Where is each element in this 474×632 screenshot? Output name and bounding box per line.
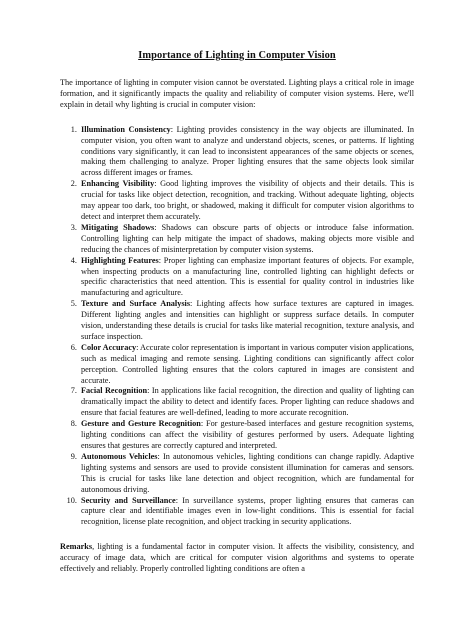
point-text: : Lighting affects how surface textures are captured in images. Different lighting angles and intensities can highlight or suppress surface details. In computer vision, understanding these details is crucial for tasks like material recognition, texture analysis, and surface inspection. — [81, 299, 414, 341]
point-text: : Good lighting improves the visibility of objects and their details. This is crucial for tasks like object detection, recognition, and tracking. Without adequate lighting, objects may appear too dark, too bright, or shadowed, making it difficult for computer vision algorithms to detect and interpret them accurately. — [81, 179, 414, 221]
remarks-paragraph — [60, 542, 414, 575]
point-text: : In autonomous vehicles, lighting conditions can change rapidly. Adaptive lighting systems and sensors are used to provide consistent illumination for cameras and sensors. This is crucial for tasks like lane detection and object recognition, which are fundamental for autonomous driving. — [81, 451, 414, 494]
point-text: : Proper lighting can emphasize important features of objects. For example, when inspecting products on a manufacturing line, controlled lighting can highlight defects or specific characteristics that need attention. This is essential for quality control in industries like manufacturing and agriculture. — [81, 255, 414, 298]
point-text: : Lighting provides consistency in the way objects are illuminated. In computer vision, you often want to analyze and understand objects, scenes, or patterns. If lighting conditions vary significantly, it can lead to inconsistent appearances of the same objects or scenes, making them challenging to analyze. Proper lighting ensures that the same objects look similar across different images or frames. — [81, 124, 414, 178]
intro-paragraph: The importance of lighting in computer vision cannot be overstated. Lighting plays a critical role in image formation, and it significantly impacts the quality and reliability of computer vision systems. Here, we'll explain in detail why lighting is crucial in computer vision: — [60, 78, 414, 109]
remarks-term: Remarks — [60, 542, 93, 552]
document-title: Importance of Lighting in Computer Vision — [138, 50, 336, 61]
list-item — [79, 299, 414, 343]
point-text: : For gesture-based interfaces and gesture recognition systems, lighting conditions can affect the visibility of gestures performed by users. Adequate lighting ensures that gestures are correctly captured and interpreted. — [81, 419, 414, 450]
list-item — [79, 125, 414, 180]
point-text: : Shadows can obscure parts of objects or introduce false information. Controlling lighting can help mitigate the impact of shadows, making objects more visible and reducing the chances of misinterpretation by computer vision systems. — [81, 222, 414, 254]
point-term: Enhancing Visibility — [81, 179, 155, 189]
points-list — [60, 125, 414, 529]
point-term: Security and Surveillance — [81, 495, 176, 505]
list-item — [79, 496, 414, 529]
list-item — [79, 386, 414, 419]
list-item — [79, 223, 414, 256]
point-text: : In applications like facial recognition, the direction and quality of lighting can dramatically impact the ability to detect and identify faces. Proper lighting can reduce shadows and ensure that facial features are well-defined, leading to more accurate recognition. — [81, 386, 414, 418]
point-text: : Accurate color representation is important in various computer vision applications, such as medical imaging and remote sensing. Lighting conditions can significantly affect color perception. Controlled lighting ensures that the colors captured in images are consistent and accurate. — [81, 342, 414, 385]
point-term: Texture and Surface Analysis — [81, 299, 191, 309]
list-item — [79, 256, 414, 300]
remarks-text: , lighting is a fundamental factor in computer vision. It affects the visibility, consistency, and accuracy of image data, which are critical for computer vision algorithms and systems to operate effectively and reliably. Properly controlled lighting conditions are often a — [60, 542, 414, 574]
point-term: Mitigating Shadows — [81, 222, 155, 232]
point-text: : In surveillance systems, proper lighting ensures that cameras can capture clear and identifiable images even in low-light conditions. This is essential for facial recognition, license plate recognition, and object tracking in security applications. — [81, 495, 414, 527]
point-term: Facial Recognition — [81, 386, 148, 396]
list-item — [79, 179, 414, 223]
list-item — [79, 452, 414, 496]
point-term: Autonomous Vehicles — [81, 451, 158, 461]
point-term: Illumination Consistency — [81, 124, 171, 134]
list-item — [79, 343, 414, 387]
point-term: Highlighting Features — [81, 255, 159, 265]
point-term: Color Accuracy — [81, 342, 137, 352]
point-term: Gesture and Gesture Recognition — [81, 419, 201, 429]
list-item — [79, 419, 414, 452]
